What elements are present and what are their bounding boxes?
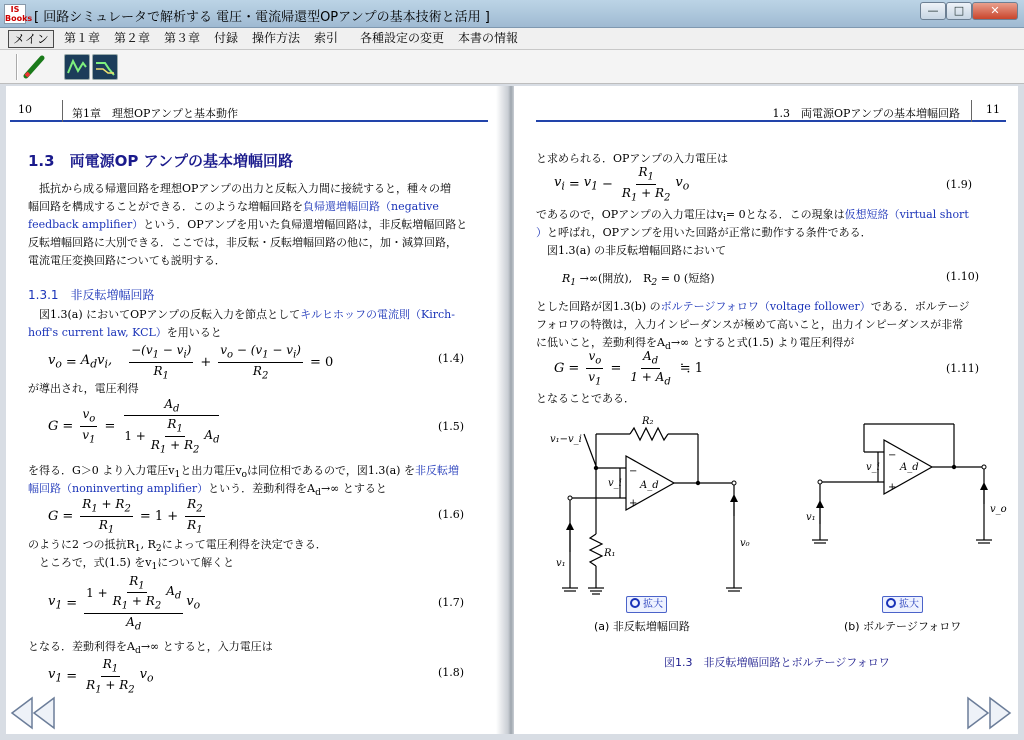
after-eq-1-10-line1 [536,298,970,314]
link-negative-feedback[interactable]: 負帰還増幅回路（negative [303,200,439,213]
right-running-title: 1.3 両電源OPアンプの基本増幅回路 [772,107,960,120]
label-r2: R₂ [642,416,654,427]
equation-1-6: G = $\frac{R_1 + R_2}{R_1}$ = 1 + $\frac{R_2}{R_1}$ [48,497,203,535]
after-eq-1-11: となることである． [536,392,635,405]
head-divider-right [971,100,972,122]
double-right-arrow-icon [964,694,1014,732]
label-minus: − [629,466,638,477]
eq-number-1-10: (1.10) [946,270,980,283]
label-minus-b: − [888,450,897,461]
menu-chapter3[interactable]: 第３章 [164,31,201,45]
label-r1: R₁ [604,548,616,559]
after15-b: と出力電圧v [180,464,242,477]
menu-book-info[interactable]: 本書の情報 [458,31,519,45]
after19-c: と呼ばれ，OPアンプを用いた回路が正常に動作する条件である． [547,226,872,239]
link-kcl[interactable]: キルヒホッフの電流則（Kirch- [300,308,455,321]
para2-line2 [28,324,222,340]
label-v1-b: v₁ [806,512,816,523]
menu-bar [0,28,1024,50]
left-running-title: 第1章 理想OPアンプと基本動作 [72,107,238,120]
maximize-button[interactable]: □ [946,2,972,20]
after-eq-1-6-line1: のように2 つの抵抗$R_1$, $R_2$によって電圧利得を決定できる． [28,538,327,555]
after16-b: , R [140,538,156,551]
eq110-text2: = 0 (短絡) [660,272,715,285]
para1-line5: 電流電圧変換回路についても説明する． [28,254,226,267]
head-divider [62,100,63,122]
para1-line3-text: という．OPアンプを用いた負帰還増幅回路は，非反転増幅回路と [143,218,468,231]
after16-c: によって電圧利得を決定できる． [161,538,327,551]
menu-main[interactable]: メイン [8,30,54,48]
menu-operation[interactable]: 操作方法 [252,31,301,45]
after17-a: となる．差動利得をA [28,640,135,653]
zoom-label-a: 拡大 [643,599,663,610]
zoom-label-b: 拡大 [899,599,919,610]
toolbar-separator [16,54,18,80]
after16-line2b: について解くと [157,556,235,569]
para1-line3 [28,216,467,232]
equation-1-7: $v_1$ = 1 + $\frac{R_1}{R_1 + R_2}$ $A_d$ $A_d$ $v_o$ [48,573,201,633]
link-virtual-short[interactable]: 仮想短絡（virtual short [844,208,969,221]
zoom-button-a[interactable] [626,596,667,613]
right-page-number: 11 [986,103,1000,116]
close-button[interactable]: ✕ [972,2,1018,20]
menu-chapter1[interactable]: 第１章 [64,31,101,45]
eq-number-1-5: (1.5) [438,420,465,433]
left-page [6,86,510,734]
after-eq-1-9-line3: 図1.3(a) の非反転増幅回路において [536,244,727,257]
after17-b: →∞ とすると，入力電圧は [140,640,273,653]
para2-text: 図1.3(a) においてOPアンプの反転入力を節点として [28,308,301,321]
after110-e: →∞ とすると式(1.5) より電圧利得が [670,336,855,349]
figure-a-caption: (a) 非反転増幅回路 [594,620,690,633]
menu-chapter2[interactable]: 第２章 [114,31,151,45]
menu-settings[interactable]: 各種設定の変更 [360,31,445,45]
eq-number-1-6: (1.6) [438,508,465,521]
label-vi: v_i [608,478,622,489]
minimize-button[interactable]: — [920,2,946,20]
pen-icon[interactable] [22,54,48,80]
equation-1-4: $v_o$ = $A_dv_i$, $\frac{-(v_1 - v_i)}{R_1}$ + $\frac{v_o - (v_1 - v_i)}{R_2}$ = 0 [48,343,334,381]
figure-caption: 図1.3 非反転増幅回路とボルテージフォロワ [664,656,890,669]
section-title: 1.3 両電源OP アンプの基本増幅回路 [28,152,293,170]
para1-line2-text: 幅回路を構成することができる．このような増幅回路を [28,200,303,213]
right-running-head [536,100,1006,122]
label-v0: v₀ [740,538,750,549]
app-icon: IS Books [5,5,33,23]
label-ad-b: A_d [900,462,919,473]
window-title: [ 回路シミュレータで解析する 電圧・電流帰還型OPアンプの基本技術と活用 ] [34,10,490,25]
after-eq-1-4: が導出され，電圧利得 [28,382,139,395]
equation-1-5: G = $\frac{v_o}{v_1}$ = $A_d$ 1 + $\frac{R_1}{R_1 + R_2}$ $A_d$ [48,396,220,456]
figure-b-caption: (b) ボルテージフォロワ [844,620,962,633]
after-eq-1-9-line1: であるので，OPアンプの入力電圧は$v_i= 0$となる．この現象は仮想短絡（virtual short [536,208,969,225]
after19-a: であるので，OPアンプの入力電圧はv [536,208,723,221]
after15-c: は同位相であるので，図1.3(a) を [247,464,415,477]
label-plus: + [629,498,638,509]
after-eq-1-10-line3: に低いこと，差動利得を$A_d\to\infty$ とすると式(1.5) より電圧利得が [536,336,855,353]
para1-line2 [28,198,439,214]
eq110-text: →∞(開放), R [579,272,652,285]
link-noninverting-en[interactable]: 幅回路（noninverting amplifier） [28,482,209,495]
menu-appendix[interactable]: 付録 [214,31,239,45]
after19-b: = 0となる．この現象は [725,208,845,221]
equation-1-9: $v_i$ = $v_1$ − $\frac{R_1}{R_1 + R_2}$ $v_o$ [554,165,690,203]
label-v1-vi: v₁−v_i [550,434,582,445]
equation-1-11: G = $\frac{v_o}{v_1}$ = $\frac{A_d}{1 + A_d}$ ≒ 1 [554,349,704,387]
eq-number-1-7: (1.7) [438,596,465,609]
para2-line1 [28,306,455,322]
after-eq-1-9-line2 [536,224,872,240]
after-eq-1-7: となる．差動利得を$A_d\to\infty$ とすると，入力電圧は [28,640,273,657]
after-eq-1-5-line2: 幅回路（noninverting amplifier）という．差動利得を$A_d\to\infty$ とすると [28,482,387,499]
zoom-button-b[interactable] [882,596,923,613]
link-virtual-short-end[interactable]: ） [536,226,547,239]
equation-1-8: $v_1$ = $\frac{R_1}{R_1 + R_2}$ $v_o$ [48,657,154,695]
eq-number-1-11: (1.11) [946,362,980,375]
after16-a: のように2 つの抵抗R [28,538,135,551]
equation-1-10: $R_1$ →∞(開放), $R_2 = 0$ (短絡) [562,272,715,289]
menu-index[interactable]: 索引 [314,31,339,45]
eq-number-1-9: (1.9) [946,178,973,191]
left-page-number: 10 [18,103,32,116]
para2-text-b: を用いると [166,326,222,339]
frequency-response-icon[interactable] [92,54,118,80]
magnifier-icon [886,598,896,608]
left-running-head [10,100,488,122]
label-ad: A_d [640,480,659,491]
after16-line2a: ところで，式(1.5) をv [28,556,152,569]
after15-d: という．差動利得をA [208,482,316,495]
link-kcl-en[interactable]: hoff's current law, KCL） [28,326,167,339]
after-eq-1-6-line2: ところで，式(1.5) を$v_1$について解くと [28,556,235,573]
link-noninverting[interactable]: 非反転増 [414,464,459,477]
double-left-arrow-icon [8,694,58,732]
after15-e: →∞ とすると [320,482,387,495]
after-eq-1-5-line1: を得る．G＞0 より入力電圧$v_1$と出力電圧$v_o$は同位相であるので，図1.3(a) を非反転増 [28,464,459,481]
previous-page-button[interactable] [8,694,58,732]
after15-a: を得る．G＞0 より入力電圧v [28,464,175,477]
after-eq-1-10-line2: フォロワの特徴は，入力インピーダンスが極めて高いこと，出力インピーダンスが非常 [536,318,964,331]
after110-b: である．ボルテージ [870,300,970,313]
after110-a: とした回路が図1.3(b) の [536,300,661,313]
title-bar [0,0,1024,28]
link-voltage-follower[interactable]: ボルテージフォロワ（voltage follower） [660,300,871,313]
label-vi-b: v_i [866,462,880,473]
right-page [514,86,1018,734]
after110-d: に低いこと，差動利得をA [536,336,665,349]
link-negative-feedback-en[interactable]: feedback amplifier） [28,218,144,231]
noninverting-amplifier-circuit [544,408,764,604]
para1-line4: 反転増幅回路に大別できる．ここでは，非反転・反転増幅回路の他に，加・減算回路， [28,236,457,249]
eq-number-1-4: (1.4) [438,352,465,365]
magnifier-icon [630,598,640,608]
next-page-button[interactable] [964,694,1014,732]
waveform-icon[interactable] [64,54,90,80]
toolbar [0,50,1024,84]
label-plus-b: + [888,482,897,493]
right-line1: と求められる．OPアンプの入力電圧は [536,152,728,165]
eq-number-1-8: (1.8) [438,666,465,679]
label-v1: v₁ [556,558,566,569]
subsection-title: 1.3.1 非反転増幅回路 [28,288,155,302]
label-vo-b: v_o [990,504,1007,515]
para1-line1: 抵抗から成る帰還回路を理想OPアンプの出力と反転入力間に接続すると，種々の増 [28,182,451,195]
voltage-follower-circuit [804,420,1007,550]
